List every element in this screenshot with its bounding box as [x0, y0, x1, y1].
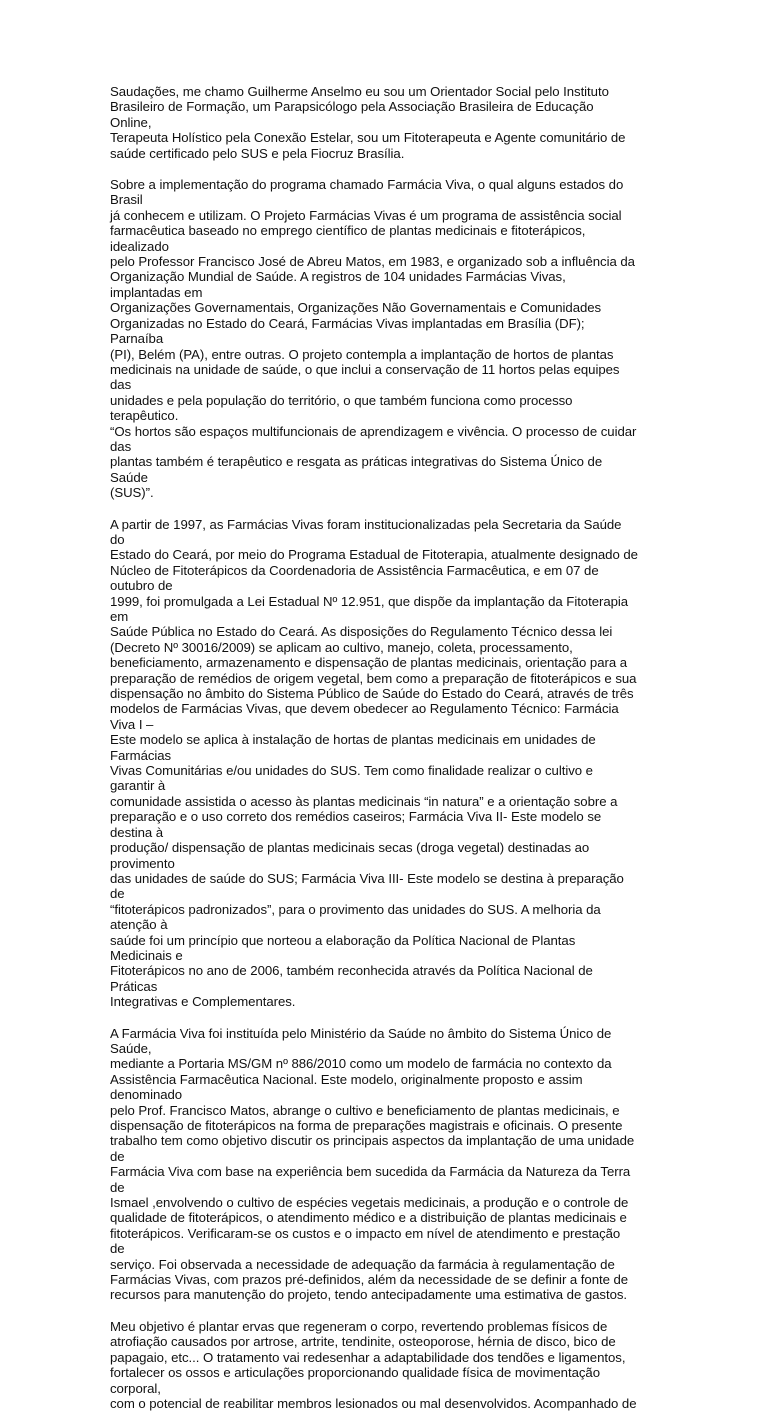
paragraph-ministry-of-health: A Farmácia Viva foi instituída pelo Ministério da Saúde no âmbito do Sistema Único de Saúde, mediante a Portaria MS/GM nº 886/2010 como um modelo de farmácia no contexto da Assistência Farmacêutica Nacional. Este modelo, originalmente proposto e assim denominado pelo Prof. Francisco Matos, abrange o cultivo e beneficiamento de plantas medicinais, e dispensação de fitoterápicos na forma de preparações magistrais e oficinais. O presente trabalho tem como objetivo discutir os principais aspectos da implantação de uma unidade de Farmácia Viva com base na experiência bem sucedida da Farmácia da Natureza da Terra de Ismael ,envolvendo o cultivo de espécies vegetais medicinais, a produção e o controle de qualidade de fitoterápicos, o atendimento médico e a distribuição de plantas medicinais e fitoterápicos. Verificaram-se os custos e o impacto em nível de atendimento e prestação de serviço. Foi observada a necessidade de adequação da farmácia à regulamentação de Farmácias Vivas, com prazos pré-definidos, além da necessidade de se definir a fonte de recursos para manutenção do projeto, tendo antecipadamente uma estimativa de gastos.	[110, 1025, 635, 1303]
paragraph-institutionalization: A partir de 1997, as Farmácias Vivas foram institucionalizadas pela Secretaria da Saúde do Estado do Ceará, por meio do Programa Estadual de Fitoterapia, atualmente designado de Núcleo de Fitoterápicos da Coordenadoria de Assistência Farmacêutica, e em 07 de outubro de 1999, foi promulgada a Lei Estadual Nº 12.951, que dispõe da implantação da Fitoterapia em Saúde Pública no Estado do Ceará. As disposições do Regulamento Técnico dessa lei (Decreto Nº 30016/2009) se aplicam ao cultivo, manejo, coleta, processamento, beneficiamento, armazenamento e dispensação de plantas medicinais, orientação para a preparação de remédios de origem vegetal, bem como a preparação de fitoterápicos e sua dispensação no âmbito do Sistema Público de Saúde do Estado do Ceará, através de três modelos de Farmácias Vivas, que devem obedecer ao Regulamento Técnico: Farmácia Viva I – Este modelo se aplica à instalação de hortas de plantas medicinais em unidades de Farmácias Vivas Comunitárias e/ou unidades do SUS. Tem como finalidade realizar o cultivo e garantir à comunidade assistida o acesso às plantas medicinais “in natura” e a orientação sobre a preparação e o uso correto dos remédios caseiros; Farmácia Viva II- Este modelo se destina à produção/ dispensação de plantas medicinais secas (droga vegetal) destinadas ao provimento das unidades de saúde do SUS; Farmácia Viva III- Este modelo se destina à preparação de “fitoterápicos padronizados”, para o provimento das unidades do SUS. A melhoria da atenção à saúde foi um princípio que norteou a elaboração da Política Nacional de Plantas Medicinais e Fitoterápicos no ano de 2006, também reconhecida através da Política Nacional de Práticas Integrativas e Complementares.	[110, 516, 638, 1010]
paragraph-objective: Meu objetivo é plantar ervas que regeneram o corpo, revertendo problemas físicos de atrofiação causados por artrose, artrite, tendinite, osteoporose, hérnia de disco, bico de papagaio, etc... O tratamento vai redesenhar a adaptabilidade dos tendões e ligamentos, fortalecer os ossos e articulações proporcionando qualidade física de movimentação corporal, com o potencial de reabilitar membros lesionados ou mal desenvolvidos. Acompanhado de	[110, 1318, 637, 1411]
paragraph-farmacia-viva-program: Sobre a implementação do programa chamado Farmácia Viva, o qual alguns estados do Brasil já conhecem e utilizam. O Projeto Farmácias Vivas é um programa de assistência social farmacêutica baseado no emprego científico de plantas medicinais e fitoterápicos, idealizado pelo Professor Francisco José de Abreu Matos, em 1983, e organizado sob a influência da Organização Mundial de Saúde. A registros de 104 unidades Farmácias Vivas, implantadas em Organizações Governamentais, Organizações Não Governamentais e Comunidades Organizadas no Estado do Ceará, Farmácias Vivas implantadas em Brasília (DF); Parnaíba (PI), Belém (PA), entre outras. O projeto contempla a implantação de hortos de plantas medicinais na unidade de saúde, o que inclui a conservação de 11 hortos pelas equipes das unidades e pela população do território, o que também funciona como processo terapêutico. “Os hortos são espaços multifuncionais de aprendizagem e vivência. O processo de cuidar das plantas também é terapêutico e resgata as práticas integrativas do Sistema Único de Saúde (SUS)”.	[110, 177, 637, 501]
paragraph-introduction: Saudações, me chamo Guilherme Anselmo eu sou um Orientador Social pelo Instituto Brasileiro de Formação, um Parapsicólogo pela Associação Brasileira de Educação Online, Terapeuta Holístico pela Conexão Estelar, sou um Fitoterapeuta e Agente comunitário de saúde certificado pelo SUS e pela Fiocruz Brasília.	[110, 84, 626, 161]
